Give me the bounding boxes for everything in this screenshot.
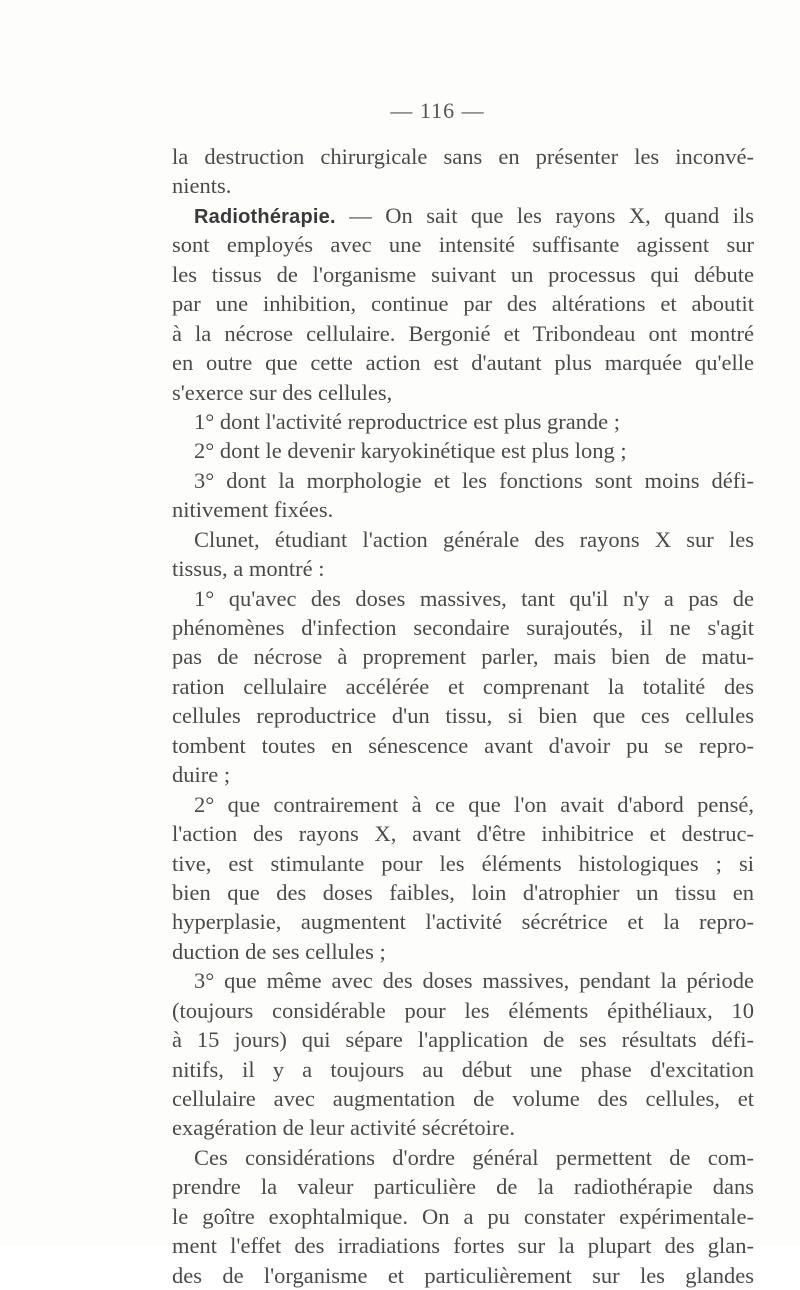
text-line: sont employés avec une intensité suffisante agissent sur	[172, 232, 754, 258]
text-line: Clunet, étudiant l'action générale des rayons X sur les	[194, 526, 754, 552]
text-line: duction de ses cellules ;	[172, 938, 386, 964]
text-line: nients.	[172, 173, 232, 199]
text-line: des de l'organisme et particulièrement sur les glandes	[172, 1262, 754, 1288]
text-line: tive, est stimulante pour les éléments histologiques ; si	[172, 850, 754, 876]
text-line: bien que des doses faibles, loin d'atrophier un tissu en	[172, 879, 754, 905]
list-item: 1° dont l'activité reproductrice est plus grande ;	[194, 408, 621, 434]
text-line: nitivement fixées.	[172, 497, 334, 523]
text-line: à 15 jours) qui sépare l'application de ses résultats défi-	[172, 1027, 754, 1053]
body-text	[172, 142, 754, 1290]
text-line: à la nécrose cellulaire. Bergonié et Tribondeau ont montré	[172, 320, 754, 346]
text-line: (toujours considérable pour les éléments épithéliaux, 10	[172, 997, 754, 1023]
text-line: cellulaire avec augmentation de volume des cellules, et	[172, 1086, 754, 1111]
list-item: 3° que même avec des doses massives, pendant la période	[194, 968, 754, 994]
text-line: la destruction chirurgicale sans en présenter les inconvé-	[172, 144, 754, 169]
text-line: ment l'effet des irradiations fortes sur la plupart des glan-	[172, 1233, 754, 1259]
text-line: les tissus de l'organisme suivant un processus qui débute	[172, 261, 754, 287]
text-line-with-heading	[172, 201, 754, 230]
text-line: s'exerce sur des cellules,	[172, 379, 393, 405]
text-line: l'action des rayons X, avant d'être inhibitrice et destruc-	[172, 821, 754, 847]
list-item: 2° dont le devenir karyokinétique est plus long ;	[194, 438, 627, 464]
text-line: duire ;	[172, 762, 231, 788]
text-line: par une inhibition, continue par des altérations et aboutit	[172, 291, 754, 317]
text-line: nitifs, il y a toujours au début une phase d'excitation	[172, 1056, 754, 1082]
text-line: prendre la valeur particulière de la radiothérapie dans	[172, 1174, 754, 1200]
text-line: phénomènes d'infection secondaire surajoutés, il ne s'agit	[172, 615, 754, 640]
text-line: cellules reproductrice d'un tissu, si bien que ces cellules	[172, 703, 754, 729]
text-line: tombent toutes en sénescence avant d'avoir pu se repro-	[172, 732, 754, 758]
text-line: ration cellulaire accélérée et comprenant la totalité des	[172, 673, 754, 699]
text-line: hyperplasie, augmentent l'activité sécrétrice et la repro-	[172, 909, 754, 935]
list-item: 3° dont la morphologie et les fonctions sont moins défi-	[194, 467, 754, 493]
page-number: — 116 —	[390, 98, 485, 123]
text-line: pas de nécrose à proprement parler, mais bien de matu-	[172, 644, 754, 670]
section-heading: Radiothérapie.	[194, 205, 336, 228]
text-line-rest: — On sait que les rayons X, quand ils	[335, 202, 754, 228]
text-line: le goître exophtalmique. On a pu constater expérimentale-	[172, 1203, 754, 1229]
list-item: 2° que contrairement à ce que l'on avait d'abord pensé,	[194, 791, 754, 817]
text-line: Ces considérations d'ordre général permettent de com-	[194, 1144, 754, 1170]
text-line: en outre que cette action est d'autant plus marquée qu'elle	[172, 350, 754, 376]
list-item: 1° qu'avec des doses massives, tant qu'il n'y a pas de	[194, 585, 754, 611]
text-line: exagération de leur activité sécrétoire.	[172, 1115, 515, 1141]
text-line: tissus, a montré :	[172, 556, 325, 582]
